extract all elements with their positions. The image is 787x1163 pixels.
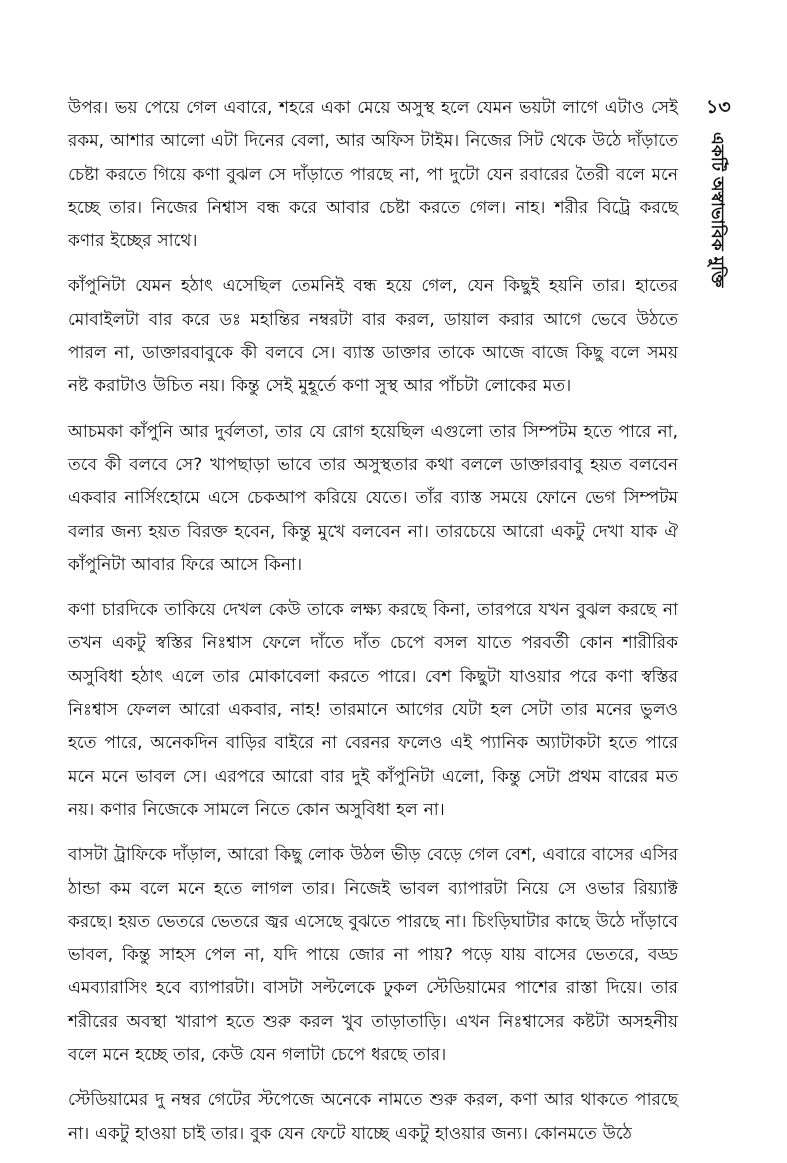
page-number: ১৩	[706, 96, 731, 118]
paragraph-5: বাসটা ট্রাফিকে দাঁড়াল, আরো কিছু লোক উঠল ভীড় বেড়ে গেল বেশ, এবারে বাসের এসির ঠান্ডা কম বলে মনে হতে লাগল তার। নিজেই ভাবল ব্যাপারটা নিয়ে সে ওভার রিয়্যাক্ট করছে। হয়ত ভেতরে ভেতরে জ্বর এসেছে বুঝতে পারছে না। চিংড়িঘাটার কাছে উঠে দাঁড়াবে ভাবল, কিন্তু সাহস পেল না, যদি পায়ে জোর না পায়? পড়ে যায় বাসের ভেতরে, বড্ড এমব্যারাসিং হবে ব্যাপারটা। বাসটা সল্টলেকে ঢুকল স্টেডিয়ামের পাশের রাস্তা দিয়ে। তার শরীরের অবস্থা খারাপ হতে শুরু করল খুব তাড়াতাড়ি। এখন নিঃশ্বাসের কষ্টটা অসহনীয় বলে মনে হচ্ছে তার, কেউ যেন গলাটা চেপে ধরছে তার।	[68, 845, 678, 1066]
body-text	[68, 92, 678, 1163]
running-title: একটি অস্বাভাবিক মুক্তি	[707, 132, 727, 288]
paragraph-1: উপর। ভয় পেয়ে গেল এবারে, শহরে একা মেয়ে অসুস্থ হলে যেমন ভয়টা লাগে এটাও সেই রকম, আশার আলো এটা দিনের বেলা, আর অফিস টাইম। নিজের সিট থেকে উঠে দাঁড়াতে চেষ্টা করতে গিয়ে কণা বুঝল সে দাঁড়াতে পারছে না, পা দুটো যেন রবারের তৈরী বলে মনে হচ্ছে তার। নিজের নিশ্বাস বন্ধ করে আবার চেষ্টা করতে গেল। নাহ। শরীর বিট্রে করছে কণার ইচ্ছের সাথে।	[68, 98, 678, 252]
paragraph-3: আচমকা কাঁপুনি আর দুর্বলতা, তার যে রোগ হয়েছিল এগুলো তার সিম্পটম হতে পারে না, তবে কী বলবে সে? খাপছাড়া ভাবে তার অসুস্থতার কথা বললে ডাক্তারবাবু হয়ত বলবেন একবার নার্সিংহোমে এসে চেকআপ করিয়ে যেতে। তাঁর ব্যাস্ত সময়ে ফোনে ভেগ সিম্পটম বলার জন্য হয়ত বিরক্ত হবেন, কিন্তু মুখে বলবেন না। তারচেয়ে আরো একটু দেখা যাক ঐ কাঁপুনিটা আবার ফিরে আসে কিনা।	[68, 421, 678, 575]
paragraph-6: স্টেডিয়ামের দু নম্বর গেটের স্টপেজে অনেকে নামতে শুরু করল, কণা আর থাকতে পারছে না। একটু হাওয়া চাই তার। বুক যেন ফেটে যাচ্ছে একটু হাওয়ার জন্য। কোনমতে উঠে	[68, 1090, 678, 1144]
paragraph-2: কাঁপুনিটা যেমন হঠাৎ এসেছিল তেমনিই বন্ধ হয়ে গেল, যেন কিছুই হয়নি তার। হাতের মোবাইলটা বার করে ডঃ মহান্তির নম্বরটা বার করল, ডায়াল করার আগে ভেবে উঠতে পারল না, ডাক্তারবাবুকে কী বলবে সে। ব্যাস্ত ডাক্তার তাকে আজে বাজে কিছু বলে সময় নষ্ট করাটাও উচিত নয়। কিন্তু সেই মুহূর্তে কণা সুস্থ আর পাঁচটা লোকের মত।	[68, 276, 678, 397]
paragraph-4: কণা চারদিকে তাকিয়ে দেখল কেউ তাকে লক্ষ্য করছে কিনা, তারপরে যখন বুঝল করছে না তখন একটু স্বস্তির নিঃশ্বাস ফেলে দাঁতে দাঁত চেপে বসল যাতে পরবর্তী কোন শারীরিক অসুবিধা হঠাৎ এলে তার মোকাবেলা করতে পারে। বেশ কিছুটা যাওয়ার পরে কণা স্বস্তির নিঃশ্বাস ফেলল আরো একবার, নাহ! তারমানে আগের যেটা হল সেটা তার মনের ভুলও হতে পারে, অনেকদিন বাড়ির বাইরে না বেরনর ফলেও এই প্যানিক অ্যাটাকটা হতে পারে মনে মনে ভাবল সে। এরপরে আরো বার দুই কাঁপুনিটা এলো, কিন্তু সেটা প্রথম বারের মত নয়। কণার নিজেকে সামলে নিতে কোন অসুবিধা হল না।	[68, 600, 678, 820]
